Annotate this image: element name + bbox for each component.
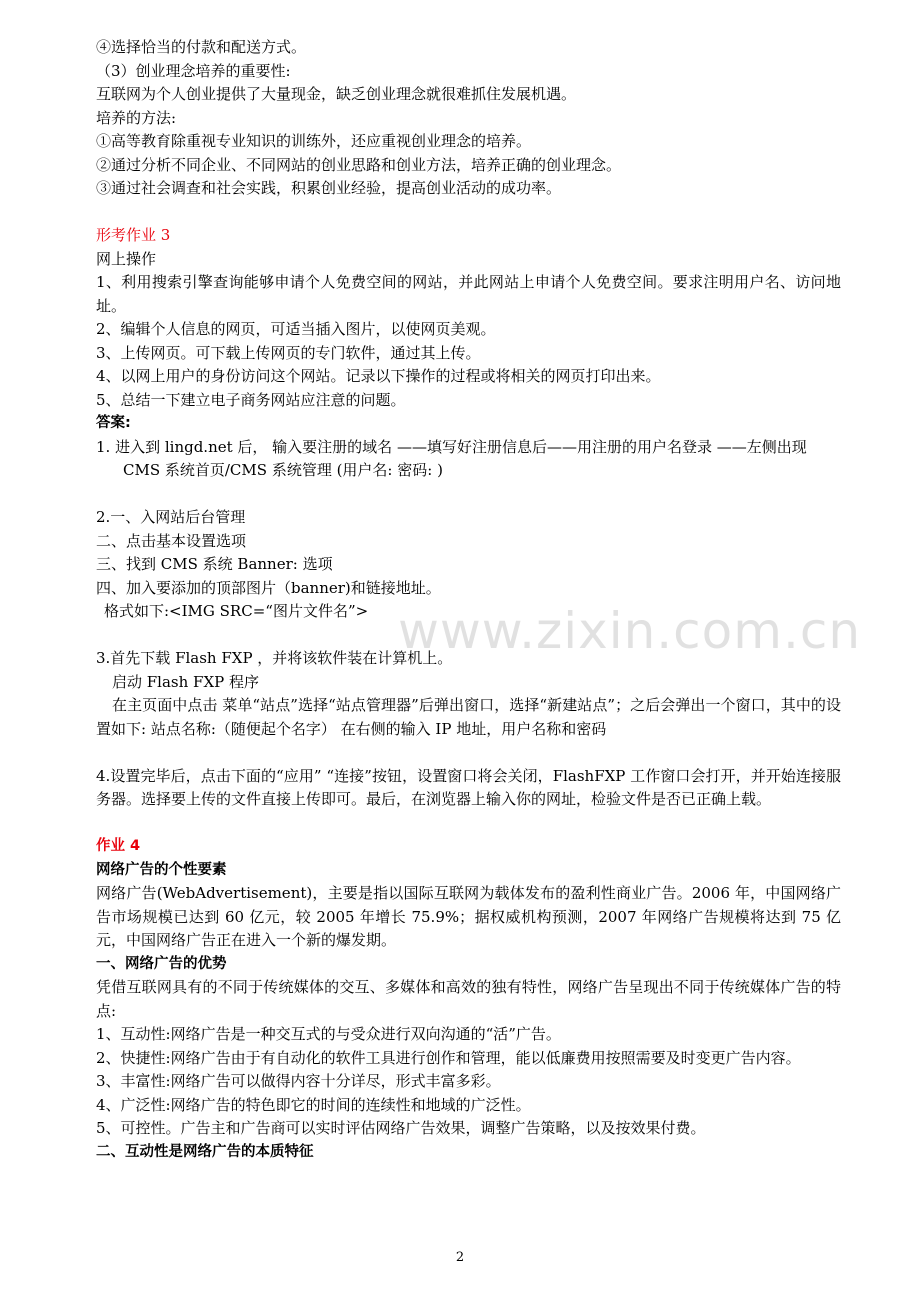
answer-step: 启动 Flash FXP 程序: [112, 672, 259, 691]
text-line: 培养的方法:: [96, 108, 177, 127]
answer-step: 三、找到 CMS 系统 Banner: 选项: [96, 555, 333, 573]
section-heading: 二、互动性是网络广告的本质特征: [96, 1143, 314, 1160]
section-heading: 网络广告的个性要素: [96, 861, 227, 878]
answer-step: 3.首先下载 Flash FXP ，并将该软件装在计算机上。: [96, 649, 453, 667]
paragraph: 网络广告(WebAdvertisement)，主要是指以国际互联网为载体发布的盈利性商业广告。2006 年，中国网络广告市场规模已达到 60 亿元，较 2005 年增长 75.9%；据权威机构预测，2007 年网络广告规模将达到 75 亿元，中国网络广告正在进入一个新的爆发期。: [96, 884, 841, 949]
page-number: 2: [455, 1250, 465, 1265]
text-line: ④选择恰当的付款和配送方式。: [96, 38, 307, 56]
answer-step: 在主页面中点击 菜单“站点”选择“站点管理器”后弹出窗口，选择“新建站点”；之后会弹出一个窗口，其中的设置如下: 站点名称:（随便起个名字） 在右侧的输入 IP 地址，用户名称和密码: [96, 696, 841, 738]
text-line: ③通过社会调查和社会实践，积累创业经验，提高创业活动的成功率。: [96, 179, 562, 197]
section-title: 形考作业 3: [96, 226, 171, 244]
list-item: 4、广泛性:网络广告的特色即它的时间的连续性和地域的广泛性。: [96, 1095, 531, 1114]
answer-step: 二、点击基本设置选项: [96, 531, 247, 550]
answer-step: 格式如下:<IMG SRC=“图片文件名”>: [104, 602, 369, 620]
task-item: 1、利用搜索引擎查询能够申请个人免费空间的网站，并此网站上申请个人免费空间。要求注明用户名、访问地址。: [96, 273, 841, 315]
text-line: ②通过分析不同企业、不同网站的创业思路和创业方法，培养正确的创业理念。: [96, 155, 622, 174]
task-item: 3、上传网页。可下载上传网页的专门软件，通过其上传。: [96, 343, 481, 362]
text-line: ①高等教育除重视专业知识的训练外，还应重视创业理念的培养。: [96, 132, 532, 150]
list-item: 2、快捷性:网络广告由于有自动化的软件工具进行创作和管理，能以低廉费用按照需要及时变更广告内容。: [96, 1048, 801, 1067]
section-subtitle: 网上操作: [96, 249, 157, 268]
answer-step: 四、加入要添加的顶部图片（banner)和链接地址。: [96, 578, 441, 597]
answer-step: 2.一、入网站后台管理: [96, 508, 246, 526]
answer-step: 1. 进入到 lingd.net 后， 输入要注册的域名 ——填写好注册信息后——用注册的用户名登录 ——左侧出现 CMS 系统首页/CMS 系统管理 (用户名: 密码: ): [96, 437, 807, 479]
list-item: 1、互动性:网络广告是一种交互式的与受众进行双向沟通的“活”广告。: [96, 1025, 561, 1043]
answer-step: 4.设置完毕后，点击下面的“应用” “连接”按钮，设置窗口将会关闭，FlashFXP 工作窗口会打开，并开始连接服务器。选择要上传的文件直接上传即可。最后，在浏览器上输入你的网址，检验文件是否已正确上载。: [96, 766, 841, 808]
task-item: 5、总结一下建立电子商务网站应注意的问题。: [96, 390, 406, 409]
task-item: 4、以网上用户的身份访问这个网站。记录以下操作的过程或将相关的网页打印出来。: [96, 367, 661, 385]
document-body: [96, 36, 841, 1164]
list-item: 3、丰富性:网络广告可以做得内容十分详尽，形式丰富多彩。: [96, 1072, 501, 1090]
text-line: 互联网为个人创业提供了大量现金，缺乏创业理念就很难抓住发展机遇。: [96, 85, 577, 103]
answer-label: 答案:: [96, 415, 131, 431]
text-line: （3）创业理念培养的重要性:: [96, 61, 291, 80]
paragraph: 凭借互联网具有的不同于传统媒体的交互、多媒体和高效的独有特性，网络广告呈现出不同于传统媒体广告的特点:: [96, 978, 841, 1020]
section-heading: 一、网络广告的优势: [96, 955, 227, 972]
task-item: 2、编辑个人信息的网页，可适当插入图片，以使网页美观。: [96, 320, 496, 338]
list-item: 5、可控性。广告主和广告商可以实时评估网络广告效果，调整广告策略，以及按效果付费。: [96, 1119, 706, 1137]
section-title: 作业 4: [96, 838, 141, 854]
watermark: www.zixin.com.cn: [398, 602, 862, 660]
